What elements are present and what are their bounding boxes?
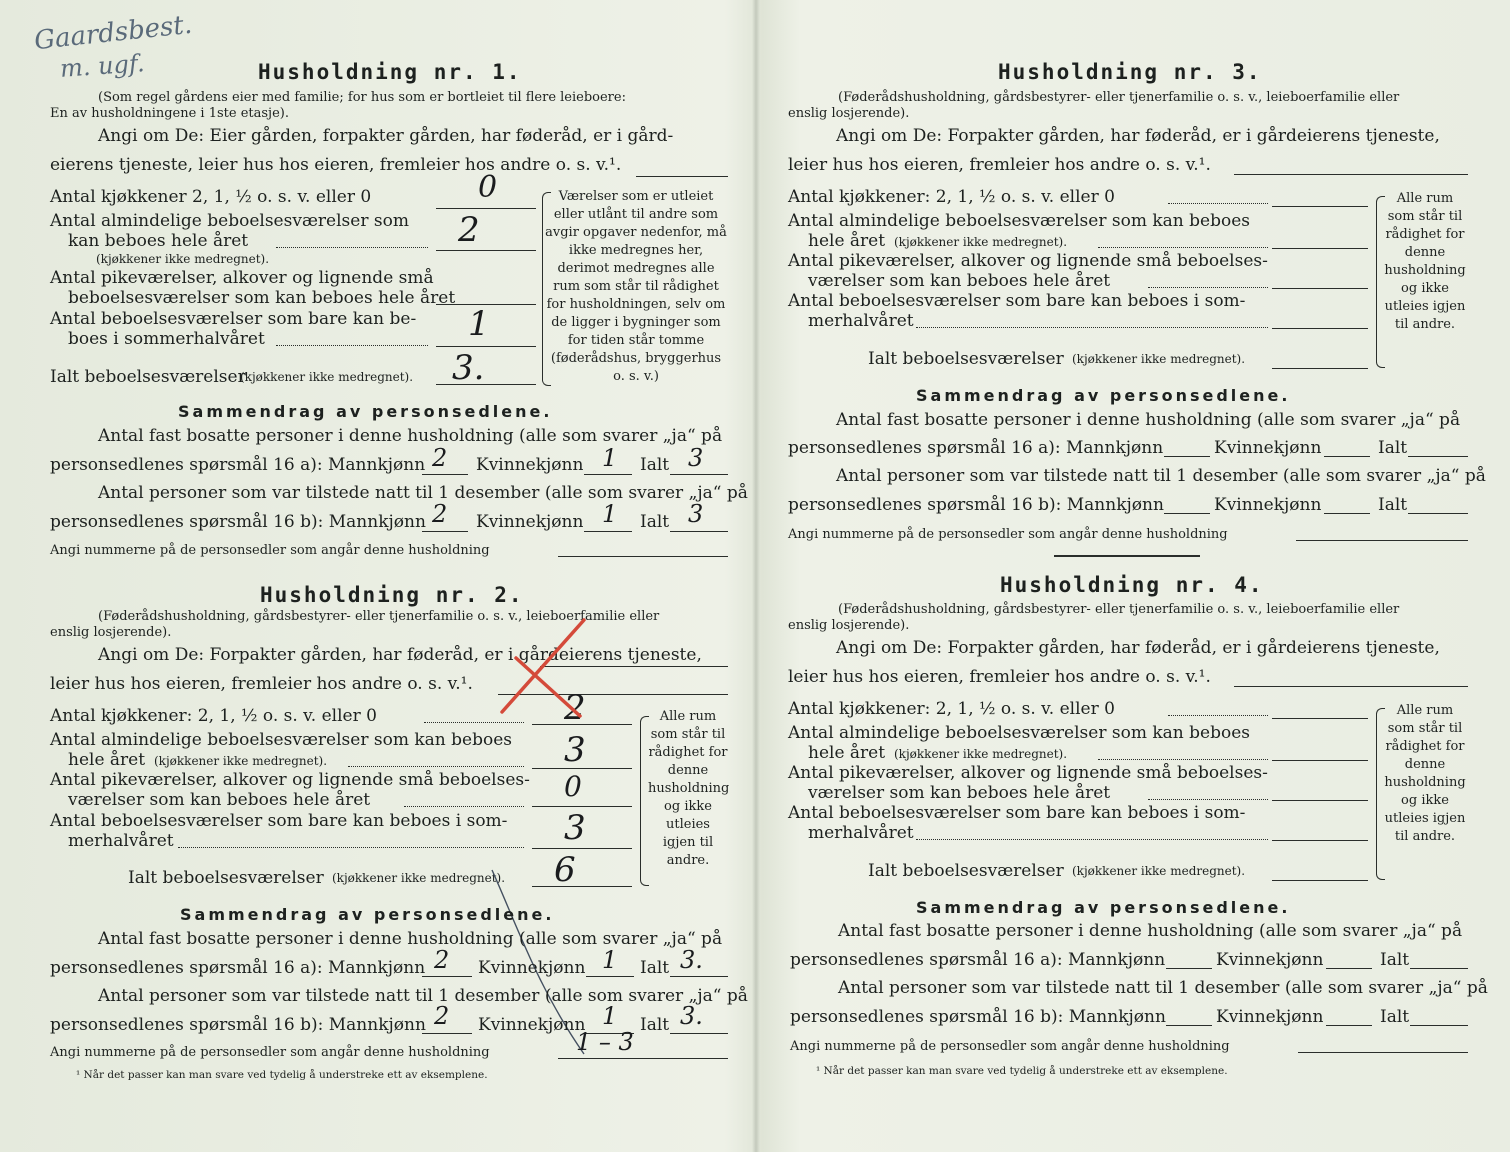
h3-b-m-line	[1164, 513, 1210, 514]
h4-row-summer: Antal beboelsesværelser som bare kan beboes i som-	[788, 803, 1246, 823]
h2-kv-a: Kvinnekjønn	[478, 958, 586, 978]
h4-angi-1: Angi om De: Forpakter gården, har føderåd, er i gårdeierens tjeneste,	[836, 638, 1440, 658]
h1-a-k-line	[584, 474, 632, 475]
h4-row-total: Ialt beboelsesværelser	[868, 861, 1064, 881]
h3-a-k-line	[1324, 456, 1370, 457]
h2-angi-2: leier hus hos eieren, fremleier hos andre o. s. v.¹.	[50, 674, 473, 694]
h2-row-small-rooms: Antal pikeværelser, alkover og lignende små beboelses-	[50, 770, 530, 790]
h2-nummer-value: 1 – 3	[576, 1028, 634, 1056]
h4-note-2: enslig losjerende).	[788, 618, 910, 633]
h1-row-small-rooms: Antal pikeværelser, alkover og lignende små	[50, 268, 434, 288]
h1-total-line	[436, 384, 536, 385]
h2-value-kitchens: 2	[564, 688, 586, 728]
h2-ialt-a: Ialt	[640, 958, 670, 978]
h1-angi-1: Angi om De: Eier gården, forpakter gården, har føderåd, er i gård-	[98, 126, 674, 146]
h2-angi-1: Angi om De: Forpakter gården, har føderåd, er i gårdeierens tjeneste,	[98, 645, 702, 665]
h3-summary-line-2: personsedlenes spørsmål 16 a): Mannkjønn	[788, 438, 1164, 458]
h4-rooms-dots	[1098, 759, 1268, 760]
h4-b-m-line	[1166, 1025, 1212, 1026]
h4-angi-2: leier hus hos eieren, fremleier hos andre o. s. v.¹.	[788, 667, 1211, 687]
h1-row-total-note: (kjøkkener ikke medregnet).	[240, 370, 414, 384]
h1-value-rooms: 2	[458, 210, 480, 250]
h3-small-rooms-dots	[1148, 287, 1268, 288]
h4-row-rooms-note: (kjøkkener ikke medregnet).	[894, 747, 1068, 761]
h1-a-k: 1	[602, 444, 618, 472]
h2-small-rooms-dots	[404, 806, 524, 807]
h3-summary-line-4: personsedlenes spørsmål 16 b): Mannkjønn	[788, 495, 1164, 515]
h4-kitchens-dots	[1168, 715, 1268, 716]
h2-note-2: enslig losjerende).	[50, 625, 172, 640]
h4-b-i-line	[1410, 1025, 1468, 1026]
h1-kitchens-line	[436, 208, 536, 209]
h3-row-rooms-note: (kjøkkener ikke medregnet).	[894, 235, 1068, 249]
h2-row-rooms-note: (kjøkkener ikke medregnet).	[154, 754, 328, 768]
h4-a-i-line	[1410, 968, 1468, 969]
h1-angi-2: eierens tjeneste, leier hus hos eieren, fremleier hos andre o. s. v.¹.	[50, 155, 622, 175]
h1-note: (Som regel gårdens eier med familie; for hus som er bortleiet til flere leieboere:	[98, 90, 626, 105]
h3-angi-1: Angi om De: Forpakter gården, har føderåd, er i gårdeierens tjeneste,	[836, 126, 1440, 146]
h1-summer-line	[436, 346, 536, 347]
h1-angi-underline	[636, 176, 728, 177]
page-gutter	[752, 0, 760, 1152]
h4-angi-nummer: Angi nummerne på de personsedler som angår denne husholdning	[790, 1039, 1230, 1054]
h2-row-rooms-2: hele året	[68, 750, 146, 770]
h1-row-summer: Antal beboelsesværelser som bare kan be-	[50, 309, 417, 329]
h1-ialt-b: Ialt	[640, 512, 670, 532]
h3-rooms-dots	[1098, 247, 1268, 248]
h1-summer-dots	[276, 345, 428, 346]
h2-kv-b: Kvinnekjønn	[478, 1015, 586, 1035]
h4-rooms-line	[1272, 760, 1368, 761]
h3-row-small-rooms: Antal pikeværelser, alkover og lignende små beboelses-	[788, 251, 1268, 271]
h1-b-k-line	[584, 531, 632, 532]
h3-kv-a: Kvinnekjønn	[1214, 438, 1322, 458]
h1-row-kitchens: Antal kjøkkener 2, 1, ½ o. s. v. eller 0	[50, 187, 372, 207]
h3-row-summer: Antal beboelsesværelser som bare kan beboes i som-	[788, 291, 1246, 311]
h1-summary-line-2: personsedlenes spørsmål 16 a): Mannkjønn	[50, 455, 426, 475]
h4-row-small-rooms-2: værelser som kan beboes hele året	[808, 783, 1111, 803]
h3-row-kitchens: Antal kjøkkener: 2, 1, ½ o. s. v. eller 0	[788, 187, 1115, 207]
h1-summary-line-1: Antal fast bosatte personer i denne husholdning (alle som svarer „ja“ på	[98, 426, 723, 446]
h1-b-m: 2	[432, 500, 448, 528]
h4-summer-line	[1272, 840, 1368, 841]
h1-a-i-line	[670, 474, 728, 475]
h4-summer-dots	[916, 839, 1268, 840]
h3-kitchens-dots	[1168, 203, 1268, 204]
h3-b-i-line	[1408, 513, 1468, 514]
h3-angi-nummer: Angi nummerne på de personsedler som angår denne husholdning	[788, 527, 1228, 542]
h4-title: Husholdning nr. 4.	[1000, 573, 1264, 597]
section-separator	[1054, 555, 1200, 557]
h1-kv-b: Kvinnekjønn	[476, 512, 584, 532]
h4-row-summer-2: merhalvåret	[808, 823, 914, 843]
h1-row-summer-2: boes i sommerhalvåret	[68, 329, 265, 349]
h2-summary-line-2: personsedlenes spørsmål 16 a): Mannkjønn	[50, 958, 426, 978]
h4-kitchens-line	[1272, 718, 1368, 719]
h1-b-k: 1	[602, 500, 618, 528]
pencil-note-2: m. ugf.	[59, 49, 146, 83]
h1-b-i-line	[670, 531, 728, 532]
h2-a-k: 1	[602, 946, 618, 974]
h4-summary-line-3: Antal personer som var tilstede natt til 1 desember (alle som svarer „ja“ på	[838, 978, 1488, 998]
h2-nummer-line	[558, 1058, 728, 1059]
h1-row-rooms-note: (kjøkkener ikke medregnet).	[96, 252, 270, 266]
red-cross-mark	[496, 612, 596, 724]
h3-small-rooms-line	[1272, 288, 1368, 289]
h3-angi-underline	[1234, 174, 1468, 175]
h3-kitchens-line	[1272, 206, 1368, 207]
h2-b-k: 1	[602, 1002, 618, 1030]
h3-row-small-rooms-2: værelser som kan beboes hele året	[808, 271, 1111, 291]
h3-summer-line	[1272, 328, 1368, 329]
h4-summary-title: Sammendrag av personsedlene.	[916, 898, 1291, 917]
h2-a-i: 3.	[680, 946, 703, 974]
h1-rooms-dots	[276, 247, 428, 248]
h4-a-m-line	[1166, 968, 1212, 969]
h1-value-summer: 1	[468, 304, 490, 344]
right-page	[788, 0, 1488, 1152]
h2-row-total-note: (kjøkkener ikke medregnet).	[332, 871, 506, 885]
h2-b-i: 3.	[680, 1002, 703, 1030]
h2-summary-line-3: Antal personer som var tilstede natt til 1 desember (alle som svarer „ja“ på	[98, 986, 748, 1006]
h2-a-m: 2	[434, 946, 450, 974]
h3-ialt-a: Ialt	[1378, 438, 1408, 458]
h3-summary-title: Sammendrag av personsedlene.	[916, 386, 1291, 405]
h2-row-summer: Antal beboelsesværelser som bare kan beboes i som-	[50, 811, 508, 831]
h3-row-total-note: (kjøkkener ikke medregnet).	[1072, 352, 1246, 366]
h2-b-m: 2	[434, 1002, 450, 1030]
h1-b-i: 3	[688, 500, 704, 528]
h4-footnote: ¹ Når det passer kan man svare ved tydelig å understreke ett av eksemplene.	[816, 1065, 1228, 1077]
h1-nummer-line	[558, 556, 728, 557]
h3-row-total: Ialt beboelsesværelser	[868, 349, 1064, 369]
h4-nummer-line	[1298, 1052, 1468, 1053]
h4-row-total-note: (kjøkkener ikke medregnet).	[1072, 864, 1246, 878]
h4-summary-line-1: Antal fast bosatte personer i denne husholdning (alle som svarer „ja“ på	[838, 921, 1463, 941]
h3-kv-b: Kvinnekjønn	[1214, 495, 1322, 515]
h4-summary-line-4: personsedlenes spørsmål 16 b): Mannkjønn	[790, 1007, 1166, 1027]
h3-a-m-line	[1164, 456, 1210, 457]
h1-ialt-a: Ialt	[640, 455, 670, 475]
h2-b-m-line	[422, 1033, 472, 1034]
h4-row-small-rooms: Antal pikeværelser, alkover og lignende små beboelses-	[788, 763, 1268, 783]
h2-summer-dots	[178, 847, 524, 848]
h2-summary-title: Sammendrag av personsedlene.	[180, 905, 555, 924]
h4-small-rooms-line	[1272, 800, 1368, 801]
h3-title: Husholdning nr. 3.	[998, 60, 1262, 84]
h1-a-i: 3	[688, 444, 704, 472]
h4-angi-underline	[1234, 686, 1468, 687]
h2-row-rooms: Antal almindelige beboelsesværelser som kan beboes	[50, 730, 512, 750]
h3-b-k-line	[1324, 513, 1370, 514]
h4-a-k-line	[1326, 968, 1372, 969]
h2-footnote: ¹ Når det passer kan man svare ved tydelig å understreke ett av eksemplene.	[76, 1069, 488, 1081]
h4-ialt-a: Ialt	[1380, 950, 1410, 970]
h2-a-i-line	[670, 976, 728, 977]
h4-side-note: Alle rum som står til rådighet for denne husholdning og ikke utleies igjen til andre.	[1384, 703, 1466, 844]
h2-row-total: Ialt beboelsesværelser	[128, 868, 324, 888]
h2-summer-line	[532, 848, 632, 849]
h2-row-summer-2: merhalvåret	[68, 831, 174, 851]
h3-note: (Føderådshusholdning, gårdsbestyrer- eller tjenerfamilie o. s. v., leieboerfamilie eller	[838, 90, 1400, 105]
h4-ialt-b: Ialt	[1380, 1007, 1410, 1027]
h3-row-summer-2: merhalvåret	[808, 311, 914, 331]
h3-row-rooms-2: hele året	[808, 231, 886, 251]
h3-note-2: enslig losjerende).	[788, 106, 910, 121]
h2-rooms-dots	[348, 766, 524, 767]
h1-a-m-line	[422, 474, 468, 475]
h2-b-i-line	[670, 1033, 728, 1034]
h4-total-line	[1272, 880, 1368, 881]
h4-kv-b: Kvinnekjønn	[1216, 1007, 1324, 1027]
h2-small-rooms-line	[532, 806, 632, 807]
h2-value-summer: 3	[564, 808, 586, 848]
h1-angi-nummer: Angi nummerne på de personsedler som angår denne husholdning	[50, 543, 490, 558]
h2-note: (Føderådshusholdning, gårdsbestyrer- eller tjenerfamilie o. s. v., leieboerfamilie eller	[98, 609, 660, 624]
h1-summary-title: Sammendrag av personsedlene.	[178, 402, 553, 421]
h2-row-small-rooms-2: værelser som kan beboes hele året	[68, 790, 371, 810]
h2-value-rooms: 3	[564, 730, 586, 770]
h1-note-2: En av husholdningene i 1ste etasje).	[50, 106, 289, 121]
h1-value-total: 3.	[452, 348, 485, 388]
h1-value-kitchens: 0	[478, 170, 498, 205]
h3-ialt-b: Ialt	[1378, 495, 1408, 515]
h4-kv-a: Kvinnekjønn	[1216, 950, 1324, 970]
h3-summary-line-1: Antal fast bosatte personer i denne husholdning (alle som svarer „ja“ på	[836, 410, 1461, 430]
h1-rooms-line	[436, 250, 536, 251]
h4-row-rooms-2: hele året	[808, 743, 886, 763]
h2-title: Husholdning nr. 2.	[260, 583, 524, 607]
h1-row-rooms-2: kan beboes hele året	[68, 231, 249, 251]
h2-summary-line-1: Antal fast bosatte personer i denne husholdning (alle som svarer „ja“ på	[98, 929, 723, 949]
h2-a-m-line	[422, 976, 472, 977]
h1-row-rooms: Antal almindelige beboelsesværelser som	[50, 211, 409, 231]
h2-summary-line-4: personsedlenes spørsmål 16 b): Mannkjønn	[50, 1015, 426, 1035]
h2-angi-nummer: Angi nummerne på de personsedler som angår denne husholdning	[50, 1045, 490, 1060]
h4-row-rooms: Antal almindelige beboelsesværelser som kan beboes	[788, 723, 1250, 743]
h3-row-rooms: Antal almindelige beboelsesværelser som kan beboes	[788, 211, 1250, 231]
h1-row-small-rooms-2: beboelsesværelser som kan beboes hele året	[68, 288, 456, 308]
h3-total-line	[1272, 368, 1368, 369]
h1-b-m-line	[422, 531, 468, 532]
h1-side-note: Værelser som er utleiet eller utlånt til andre som avgir opgaver nedenfor, må ikke medregnes her, derimot medregnes alle rum som står til rådighet for husholdningen, selv om de ligger i bygninger som for tiden står tomme (føderådshus, bryggerhus o. s. v.)	[545, 189, 727, 384]
h4-row-kitchens: Antal kjøkkener: 2, 1, ½ o. s. v. eller 0	[788, 699, 1115, 719]
h1-title: Husholdning nr. 1.	[258, 60, 522, 84]
h1-kv-a: Kvinnekjønn	[476, 455, 584, 475]
h4-b-k-line	[1326, 1025, 1372, 1026]
h3-summary-line-3: Antal personer som var tilstede natt til 1 desember (alle som svarer „ja“ på	[836, 466, 1486, 486]
h2-side-note: Alle rum som står til rådighet for denne husholdning og ikke utleies igjen til andre.	[648, 709, 730, 868]
pencil-note-1: Gaardsbest.	[32, 9, 194, 57]
h3-rooms-line	[1272, 248, 1368, 249]
h3-nummer-line	[1296, 540, 1468, 541]
h2-ialt-b: Ialt	[640, 1015, 670, 1035]
h1-a-m: 2	[432, 444, 448, 472]
h3-a-i-line	[1408, 456, 1468, 457]
h1-row-total: Ialt beboelsesværelser	[50, 367, 246, 387]
h4-summary-line-2: personsedlenes spørsmål 16 a): Mannkjønn	[790, 950, 1166, 970]
h4-note: (Føderådshusholdning, gårdsbestyrer- eller tjenerfamilie o. s. v., leieboerfamilie eller	[838, 602, 1400, 617]
h3-summer-dots	[916, 327, 1268, 328]
h2-value-total: 6	[554, 850, 576, 890]
h4-small-rooms-dots	[1148, 799, 1268, 800]
h1-summary-line-3: Antal personer som var tilstede natt til 1 desember (alle som svarer „ja“ på	[98, 483, 748, 503]
h2-value-small-rooms: 0	[564, 770, 582, 803]
h1-summary-line-4: personsedlenes spørsmål 16 b): Mannkjønn	[50, 512, 426, 532]
h2-a-k-line	[586, 976, 634, 977]
h3-side-note: Alle rum som står til rådighet for denne husholdning og ikke utleies igjen til andre.	[1384, 191, 1466, 332]
h2-row-kitchens: Antal kjøkkener: 2, 1, ½ o. s. v. eller 0	[50, 706, 377, 726]
h3-angi-2: leier hus hos eieren, fremleier hos andre o. s. v.¹.	[788, 155, 1211, 175]
left-page	[48, 0, 748, 1152]
